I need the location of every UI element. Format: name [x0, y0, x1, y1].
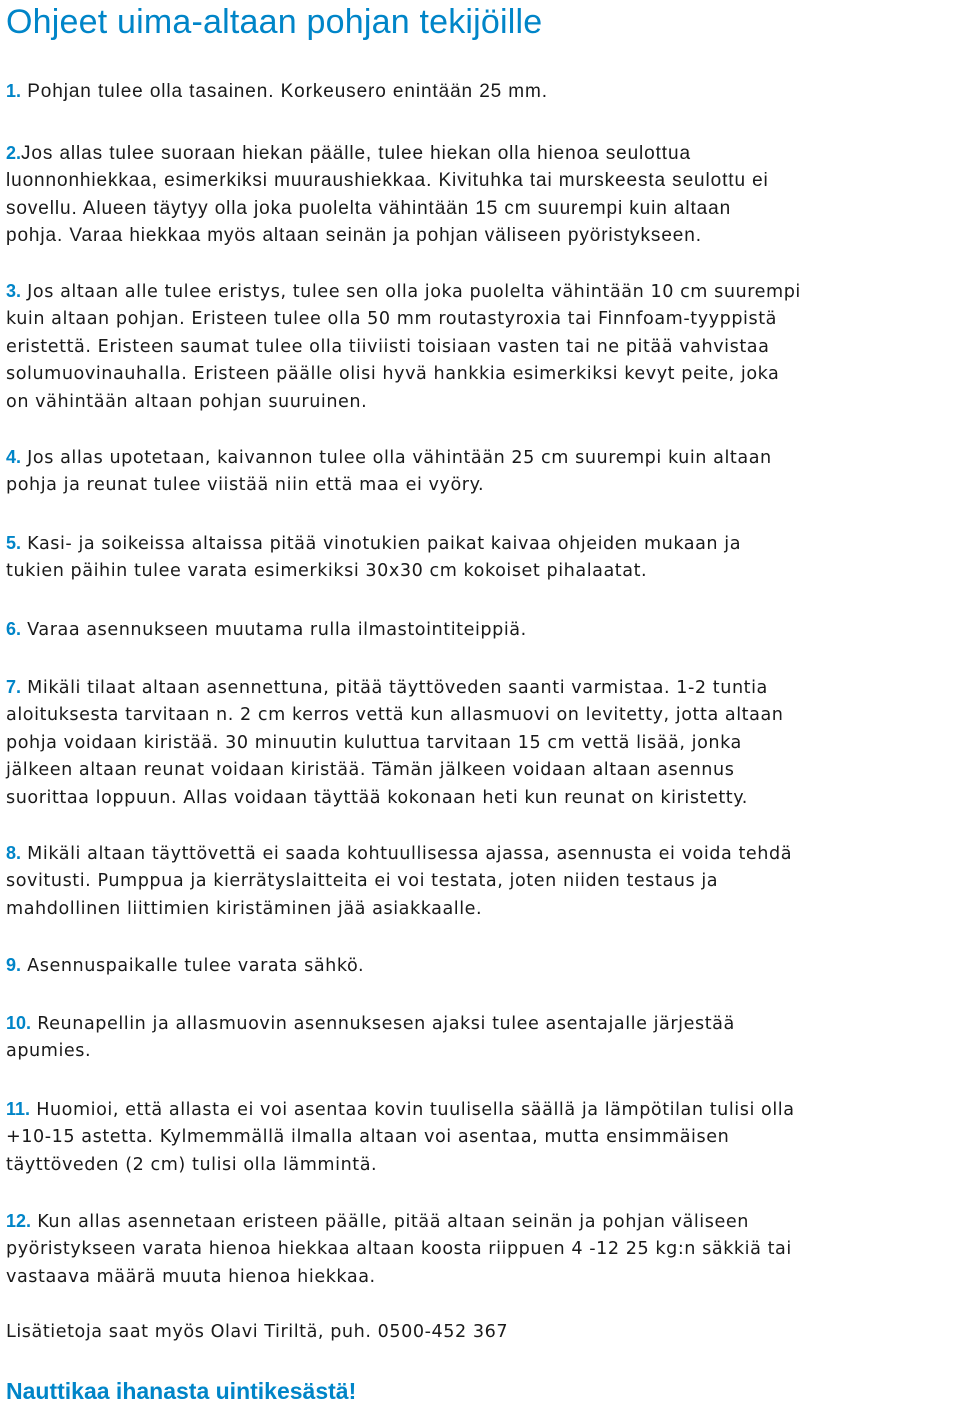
instruction-item: [6, 1096, 958, 1179]
item-number: 3.: [6, 281, 22, 301]
instruction-line: [6, 1038, 958, 1065]
item-number: 1.: [6, 81, 22, 101]
instruction-line: [6, 674, 958, 702]
item-text: Asennuspaikalle tulee varata sähkö.: [27, 956, 365, 976]
item-text: pohja. Varaa hiekkaa myös altaan seinän ja pohjan väliseen pyöristykseen.: [6, 225, 702, 247]
item-text: Reunapellin ja allasmuovin asennuksesen ajaksi tulee asentajalle järjestää: [37, 1014, 735, 1034]
instruction-item: [6, 1208, 958, 1291]
instruction-line: [6, 472, 958, 499]
item-text: apumies.: [6, 1041, 92, 1062]
instruction-item: [6, 444, 958, 500]
instruction-line: [6, 1152, 958, 1179]
item-text: Jos altaan alle tulee eristys, tulee sen olla joka puolelta vähintään 10 cm suurempi: [27, 282, 801, 302]
item-text: Kun allas asennetaan eristeen päälle, pitää altaan seinän ja pohjan väliseen: [37, 1212, 749, 1232]
instruction-line: [6, 868, 958, 895]
instruction-line: [6, 1010, 958, 1038]
instruction-line: [6, 444, 958, 472]
item-text: tukien päihin tulee varata esimerkiksi 30x30 cm kokoiset pihalaatat.: [6, 561, 648, 582]
item-text: sovellu. Alueen täytyy olla joka puolelta vähintään 15 cm suurempi kuin altaan: [6, 197, 732, 219]
item-text: Huomioi, että allasta ei voi asentaa kovin tuulisella säällä ja lämpötilan tulisi olla: [36, 1100, 795, 1120]
item-text: Mikäli altaan täyttövettä ei saada kohtuullisessa ajassa, asennusta ei voida tehdä: [27, 844, 793, 864]
item-text: pyöristykseen varata hienoa hiekkaa altaan koosta riippuen 4 -12 25 kg:n säkkiä tai: [6, 1239, 792, 1260]
instruction-item: [6, 840, 958, 923]
item-text: vastaava määrä muuta hienoa hiekkaa.: [6, 1266, 376, 1287]
item-text: luonnonhiekkaa, esimerkiksi muuraushiekkaa. Kivituhka tai murskeesta seulottu ei: [6, 170, 769, 192]
item-text: kuin altaan pohjan. Eristeen tulee olla 50 mm routastyroxia tai Finnfoam-tyyppistä: [6, 309, 777, 330]
instruction-line: [6, 167, 958, 194]
item-text: solumuovinauhalla. Eristeen päälle olisi hyvä hankkia esimerkiksi kevyt peite, joka: [6, 364, 780, 385]
item-text: eristettä. Eristeen saumat tulee olla tiiviisti toisiaan vasten tai ne pitää vahvistaa: [6, 336, 770, 357]
item-number: 4.: [6, 447, 22, 467]
instruction-item: [6, 674, 958, 812]
item-text: mahdollinen liittimien kiristäminen jää asiakkaalle.: [6, 898, 483, 919]
instruction-line: [6, 702, 958, 729]
instruction-line: [6, 195, 958, 222]
instruction-line: [6, 1096, 958, 1124]
item-text: on vähintään altaan pohjan suuruinen.: [6, 391, 368, 412]
instruction-item: [6, 78, 958, 105]
instruction-line: [6, 140, 958, 167]
instruction-line: [6, 78, 958, 105]
instruction-line: [6, 361, 958, 388]
instruction-line: [6, 558, 958, 585]
item-number: 8.: [6, 843, 22, 863]
instruction-item: [6, 616, 958, 644]
item-text: Jos allas upotetaan, kaivannon tulee olla vähintään 25 cm suurempi kuin altaan: [27, 448, 772, 468]
item-text: pohja voidaan kiristää. 30 minuutin kuluttua tarvitaan 15 cm vettä lisää, jonka: [6, 732, 742, 753]
instruction-line: [6, 530, 958, 558]
item-number: 10.: [6, 1013, 32, 1033]
item-number: 12.: [6, 1211, 32, 1231]
page-title: Ohjeet uima-altaan pohjan tekijöille: [6, 3, 543, 41]
contact-info: Lisätietoja saat myös Olavi Tiriltä, puh. 0500-452 367: [6, 1322, 509, 1342]
instruction-line: [6, 757, 958, 784]
instruction-line: [6, 334, 958, 361]
instruction-line: [6, 840, 958, 868]
instruction-line: [6, 1264, 958, 1291]
item-number: 5.: [6, 533, 22, 553]
item-text: Kasi- ja soikeissa altaissa pitää vinotukien paikat kaivaa ohjeiden mukaan ja: [27, 534, 742, 554]
instruction-line: [6, 278, 958, 306]
item-text: pohja ja reunat tulee viistää niin että maa ei vyöry.: [6, 475, 485, 496]
instruction-line: [6, 616, 958, 644]
item-text: täyttöveden (2 cm) tulisi olla lämmintä.: [6, 1154, 378, 1175]
item-text: Pohjan tulee olla tasainen. Korkeusero enintään 25 mm.: [27, 81, 548, 102]
instruction-line: [6, 785, 958, 812]
item-text: Jos allas tulee suoraan hiekan päälle, tulee hiekan olla hienoa seulottua: [21, 143, 691, 164]
instruction-line: [6, 952, 958, 980]
item-number: 9.: [6, 955, 22, 975]
item-text: Varaa asennukseen muutama rulla ilmastointiteippiä.: [27, 620, 527, 640]
instruction-item: [6, 952, 958, 980]
instruction-line: [6, 730, 958, 757]
instruction-item: [6, 278, 958, 416]
instruction-line: [6, 389, 958, 416]
item-number: 6.: [6, 619, 22, 639]
item-text: +10-15 astetta. Kylmemmällä ilmalla altaan voi asentaa, mutta ensimmäisen: [6, 1127, 730, 1148]
instruction-item: [6, 140, 958, 250]
closing-message: Nauttikaa ihanasta uintikesästä!: [6, 1378, 357, 1404]
instruction-line: [6, 1236, 958, 1263]
item-number: 7.: [6, 677, 22, 697]
item-number: 11.: [6, 1099, 31, 1119]
instruction-line: [6, 222, 958, 249]
item-number: 2.: [6, 143, 22, 163]
instruction-line: [6, 1208, 958, 1236]
item-text: jälkeen altaan reunat voidaan kiristää. Tämän jälkeen voidaan altaan asennus: [6, 760, 735, 781]
instruction-line: [6, 306, 958, 333]
item-text: sovitusti. Pumppua ja kierrätyslaitteita ei voi testata, joten niiden testaus ja: [6, 871, 719, 892]
instruction-line: [6, 896, 958, 923]
instruction-item: [6, 530, 958, 586]
instruction-item: [6, 1010, 958, 1066]
instruction-line: [6, 1124, 958, 1151]
item-text: Mikäli tilaat altaan asennettuna, pitää täyttöveden saanti varmistaa. 1-2 tuntia: [27, 678, 768, 698]
item-text: aloituksesta tarvitaan n. 2 cm kerros vettä kun allasmuovi on levitetty, jotta altaan: [6, 705, 784, 726]
item-text: suorittaa loppuun. Allas voidaan täyttää kokonaan heti kun reunat on kiristetty.: [6, 787, 748, 808]
